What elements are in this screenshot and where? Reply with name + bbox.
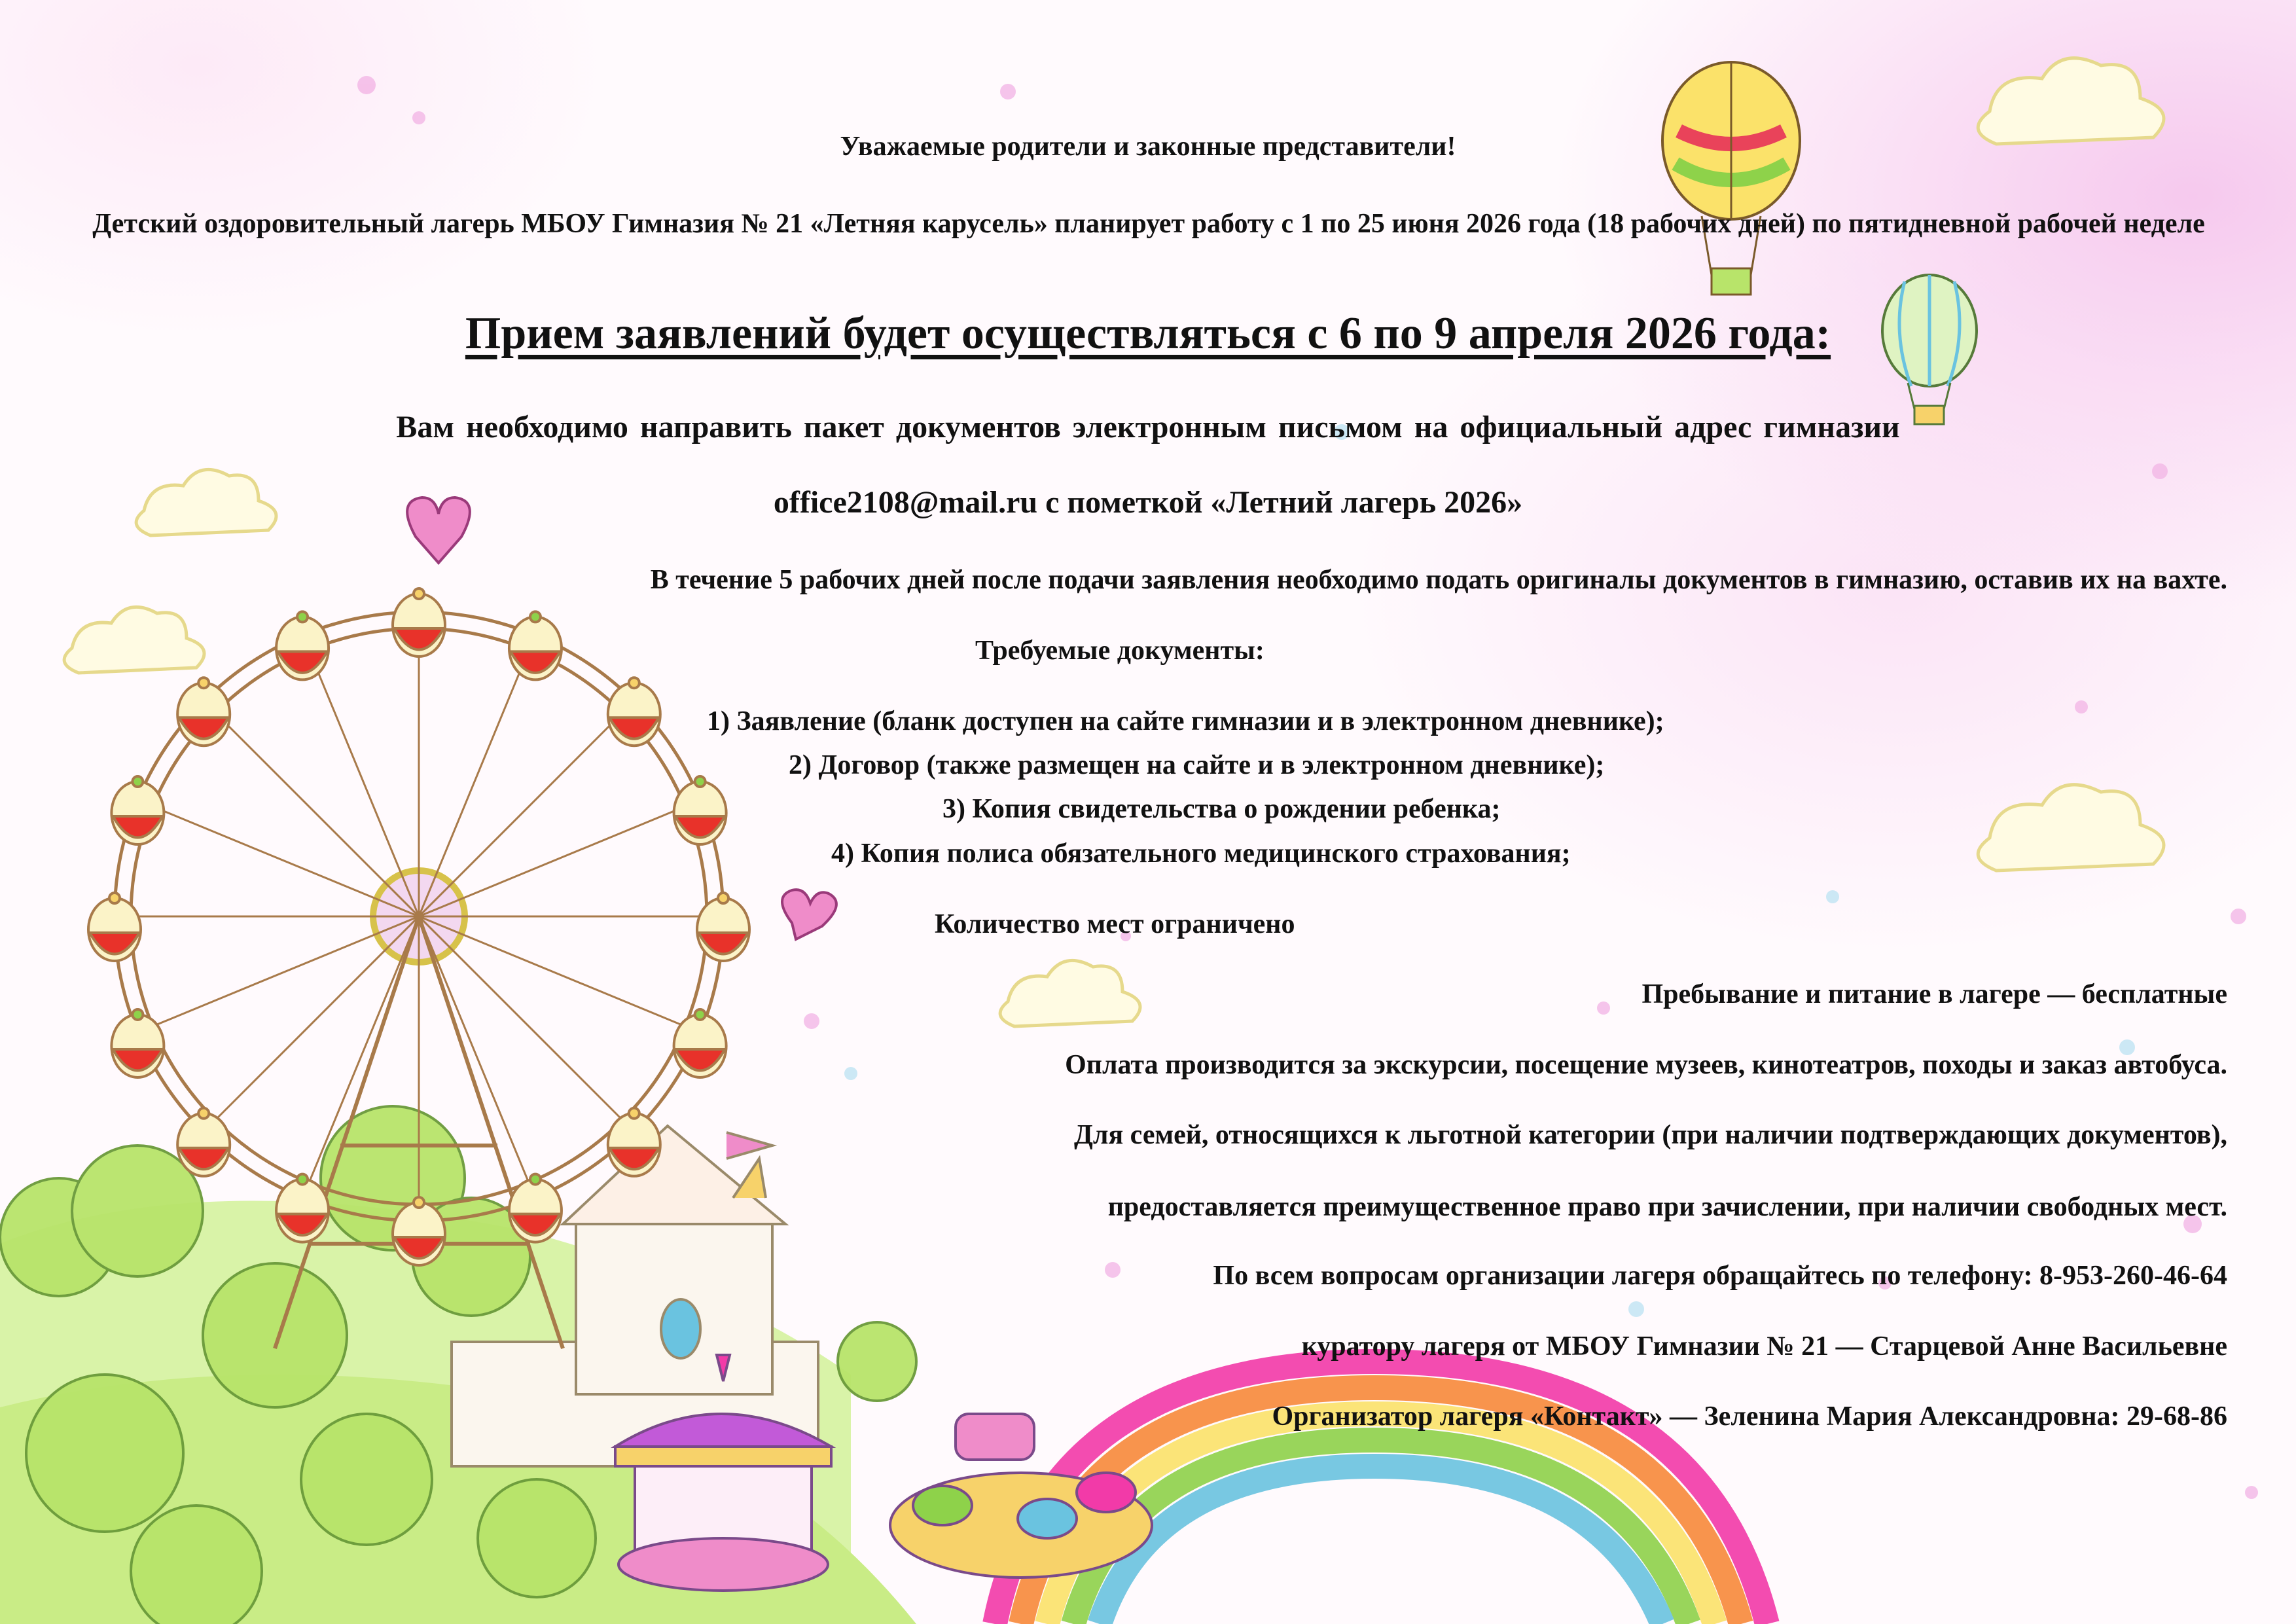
gondola-icon: [111, 1009, 164, 1077]
hot-air-balloon-icon: [1662, 62, 1800, 295]
document-item: 3) Копия свидетельства о рождении ребенка;: [942, 794, 1501, 824]
document-item: 4) Копия полиса обязательного медицинского страхования;: [831, 839, 1571, 869]
gondola-icon: [177, 1108, 230, 1176]
gondola-icon: [177, 677, 230, 746]
gondola-icon: [608, 677, 660, 746]
benefit-note-line1: Для семей, относящихся к льготной категории (при наличии подтверждающих документов),: [1074, 1120, 2227, 1150]
originals-note: В течение 5 рабочих дней после подачи заявления необходимо подать оригиналы документов в гимназию, оставив их на вахте.: [650, 565, 2227, 595]
contact-phone-line: По всем вопросам организации лагеря обращайтесь по телефону: 8-953-260-46-64: [1213, 1261, 2227, 1291]
gondola-icon: [608, 1108, 660, 1176]
gondola-icon: [697, 893, 749, 961]
greeting: Уважаемые родители и законные представители!: [840, 132, 1456, 162]
document-item: 1) Заявление (бланк доступен на сайте гимназии и в электронном дневнике);: [707, 706, 1664, 736]
document-item: 2) Договор (также размещен на сайте и в электронном дневнике);: [789, 750, 1605, 780]
gondola-icon: [674, 1009, 726, 1077]
places-limited-note: Количество мест ограничено: [935, 909, 1295, 939]
gondola-icon: [393, 588, 445, 657]
gondola-icon: [111, 776, 164, 844]
heart-icon: [782, 890, 836, 939]
application-headline: Прием заявлений будет осуществляться с 6 по 9 апреля 2026 года:: [465, 308, 1831, 359]
benefit-note-line2: предоставляется преимущественное право при зачислении, при наличии свободных мест.: [1107, 1192, 2227, 1222]
gondola-icon: [674, 776, 726, 844]
free-stay-note: Пребывание и питание в лагере — бесплатные: [1641, 979, 2227, 1009]
camp-intro: Детский оздоровительный лагерь МБОУ Гимназия № 21 «Летняя карусель» планирует работу с 1 по 25 июня 2026 года (18 рабочих дней) по пятидневной рабочей неделе: [92, 209, 2205, 239]
gondola-icon: [88, 893, 141, 961]
gondola-icon: [509, 1174, 562, 1242]
documents-title: Требуемые документы:: [975, 636, 1265, 666]
curator-line: куратору лагеря от МБОУ Гимназии № 21 — Старцевой Анне Васильевне: [1301, 1331, 2227, 1362]
organizer-line: Организатор лагеря «Контакт» — Зеленина Мария Александровна: 29-68-86: [1272, 1401, 2227, 1432]
gondola-icon: [276, 611, 329, 679]
email-address-line: office2108@mail.ru с пометкой «Летний лагерь 2026»: [773, 485, 1523, 520]
gondola-icon: [509, 611, 562, 679]
payment-note: Оплата производится за экскурсии, посещение музеев, кинотеатров, походы и заказ автобуса.: [1065, 1050, 2227, 1080]
send-instruction: Вам необходимо направить пакет документов электронным письмом на официальный адрес гимназии: [396, 410, 1900, 444]
